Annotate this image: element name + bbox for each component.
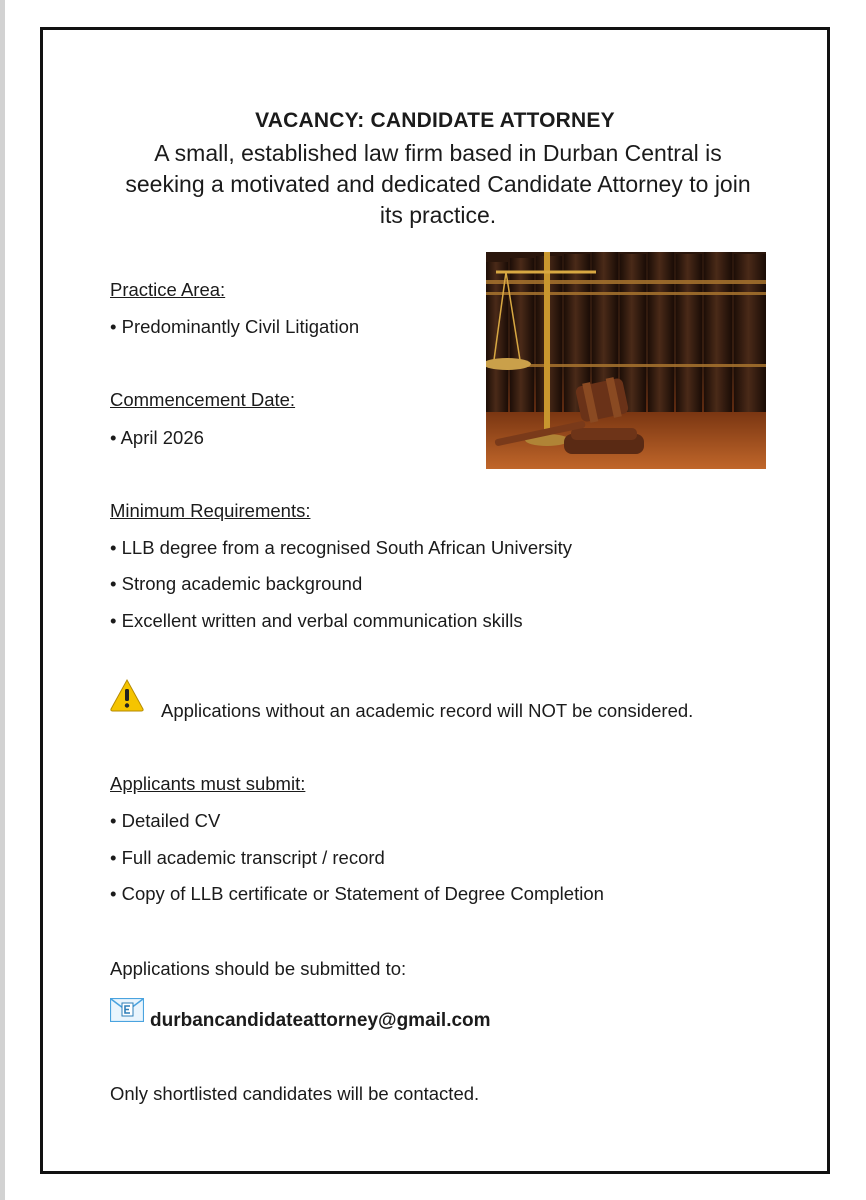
practice-area-heading: Practice Area: [110,279,226,300]
intro-paragraph [103,138,773,231]
practice-area-item: • Predominantly Civil Litigation [110,316,360,337]
intro-line: seeking a motivated and dedicated Candidate Attorney to join [125,171,751,197]
requirements-item: • LLB degree from a recognised South African University [110,537,573,558]
submit-heading: Applicants must submit: [110,773,306,794]
requirements-item: • Strong academic background [110,573,363,594]
page-edge [0,0,5,1200]
requirements-heading: Minimum Requirements: [110,500,311,521]
intro-line: its practice. [379,202,497,228]
submit-item: • Full academic transcript / record [110,847,385,868]
intro-line: A small, established law firm based in Durban Central is [154,140,722,166]
commencement-item: • April 2026 [110,427,204,448]
submit-item: • Detailed CV [110,810,221,831]
email-icon [110,998,144,1022]
warning-icon [110,678,144,712]
contact-email[interactable]: durbancandidateattorney@gmail.com [150,1010,491,1031]
law-books-gavel-illustration [486,252,766,469]
requirements-item: • Excellent written and verbal communication skills [110,610,523,631]
vacancy-notice [40,27,830,1174]
warning-text: Applications without an academic record will NOT be considered. [161,700,694,721]
law-books-gavel-image [486,252,766,469]
footer-note: Only shortlisted candidates will be contacted. [110,1083,480,1104]
commencement-heading: Commencement Date: [110,389,296,410]
notice-title: VACANCY: CANDIDATE ATTORNEY [255,109,615,132]
submission-intro: Applications should be submitted to: [110,958,407,979]
submit-item: • Copy of LLB certificate or Statement of Degree Completion [110,883,604,904]
